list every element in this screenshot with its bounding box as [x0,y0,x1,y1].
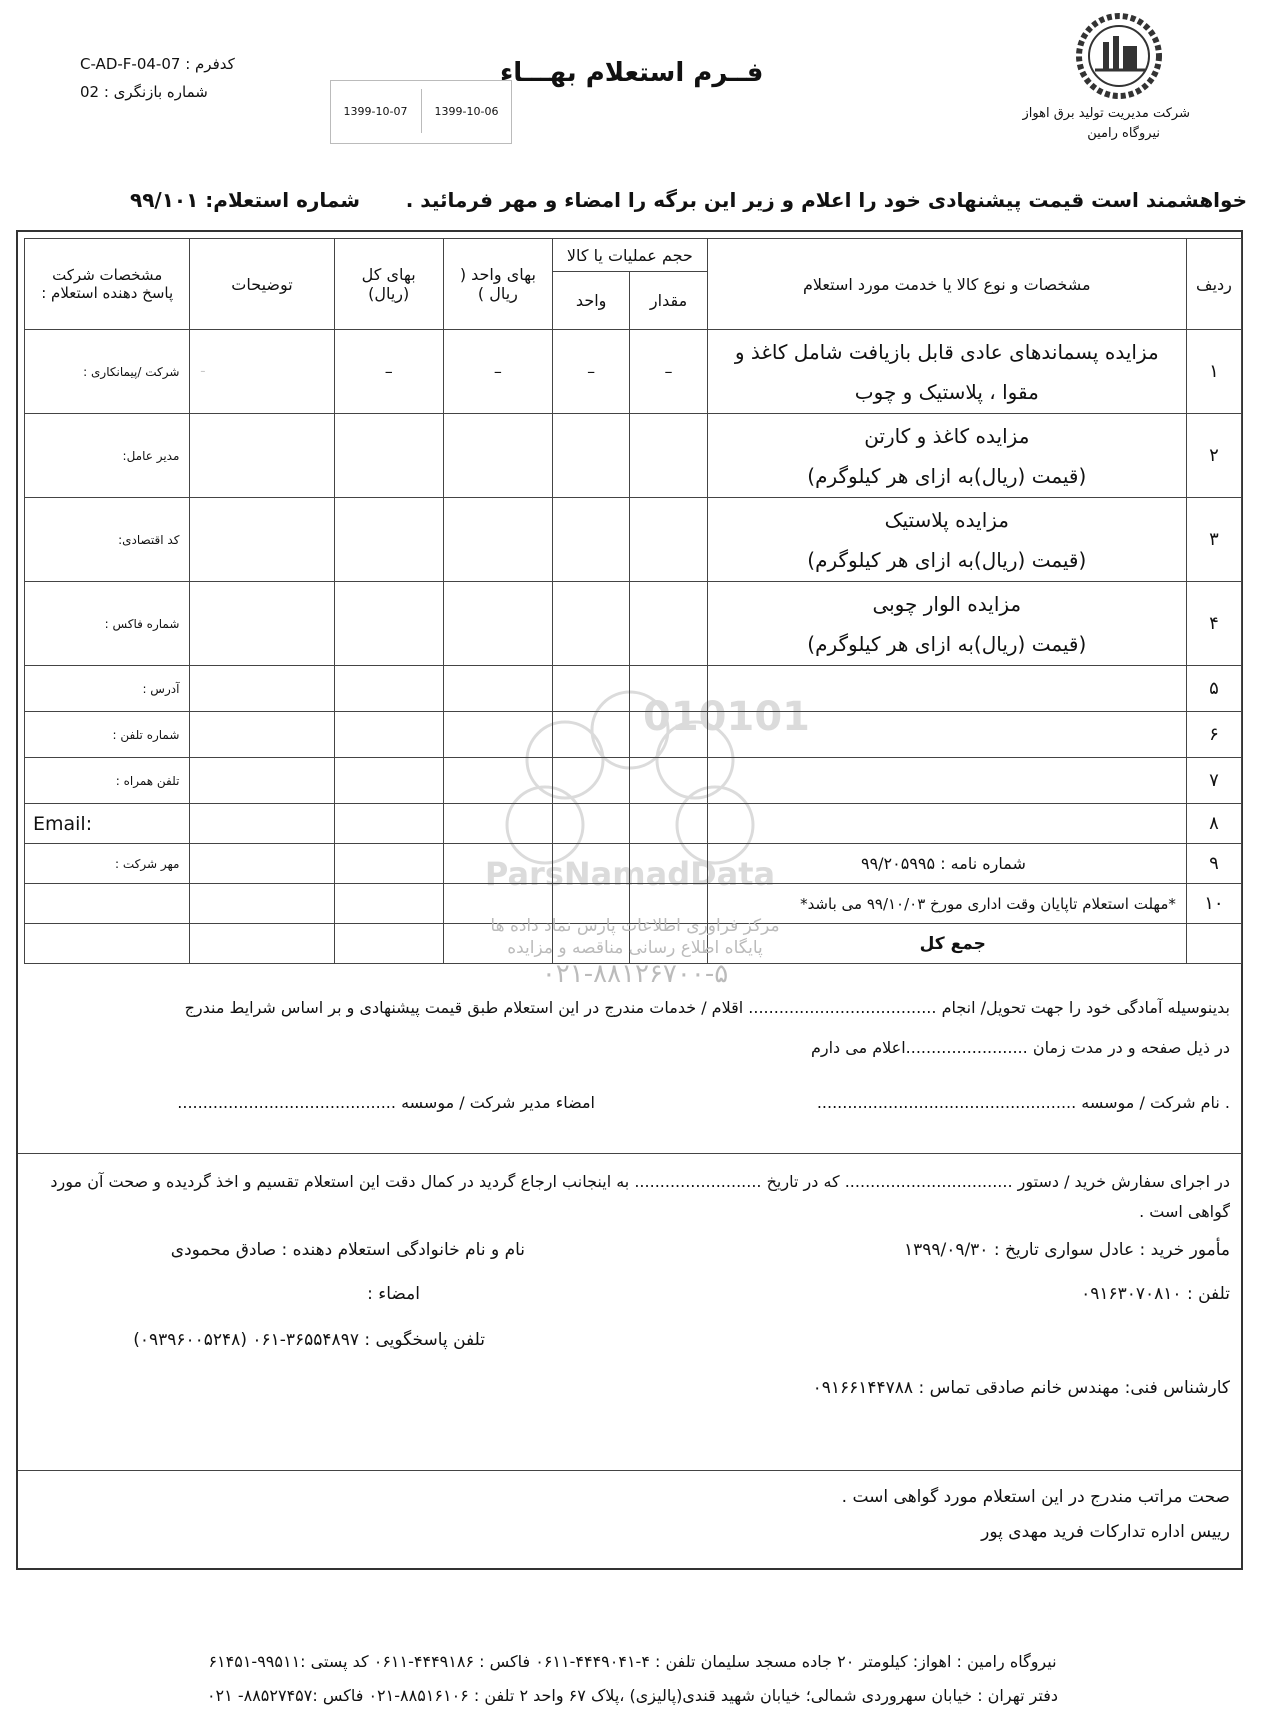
header-volume: حجم عملیات یا کالا [552,239,707,272]
header-company-specs: مشخصات شرکت پاسخ دهنده استعلام : [25,239,190,330]
table-row [25,330,1242,414]
row-description [707,712,1186,758]
inquirer-name: نام و نام خانوادگی استعلام دهنده : صادق محمودی [170,1240,525,1260]
row-description [707,758,1186,804]
total-price-cell[interactable] [334,498,443,582]
unit-cell[interactable]: – [552,330,629,414]
company-field-mobile: تلفن همراه : [25,758,190,804]
divider [18,1153,1242,1154]
row-description [707,804,1186,844]
row-number: ۱ [1186,330,1241,414]
row-desc-line2: (قیمت (ریال)به ازای هر کیلوگرم) [807,547,1087,572]
table-row [25,414,1242,498]
notes-cell[interactable] [190,758,334,804]
company-name: شرکت مدیریت تولید برق اهواز [1022,106,1190,121]
amount-cell[interactable] [630,844,707,884]
deadline-note: *مهلت استعلام تاپایان وقت اداری مورخ ۹۹/۱۰/۰۳ می باشد* [707,884,1186,924]
notes-cell[interactable] [190,804,334,844]
unit-cell[interactable] [552,844,629,884]
unit-cell[interactable] [552,414,629,498]
unit-price-cell[interactable] [443,844,552,884]
notes-cell[interactable]: – [190,330,334,414]
company-field-address: آدرس : [25,666,190,712]
row-desc-line2: مقوا ، پلاستیک و چوب [854,379,1039,404]
total-notes-cell[interactable] [190,924,334,964]
row-desc-line2: (قیمت (ریال)به ازای هر کیلوگرم) [807,631,1087,656]
table-row [25,498,1242,582]
declaration-company-name: . نام شرکت / موسسه ................................................... [816,1093,1230,1112]
certification-line1: در اجرای سفارش خرید / دستور ................................. که در تاریخ ......................... به اینجانب ارجاع گردید در کمال دقت این استعلام تقسیم و اخذ گردیده و صحت آن مورد [50,1172,1230,1191]
table-row [25,582,1242,666]
header-amount: مقدار [630,272,707,330]
unit-price-cell[interactable] [443,666,552,712]
notes-cell[interactable] [190,582,334,666]
date-cell-1: 1399-10-06 [421,89,511,133]
buyer-phone: تلفن : ۰۹۱۶۳۰۷۰۸۱۰ [1081,1284,1230,1304]
approval-line2: رییس اداره تدارکات فرید مهدی پور [981,1522,1230,1542]
total-sum-cell[interactable] [334,924,443,964]
company-field-economic-code: کد اقتصادی: [25,498,190,582]
row-number: ۳ [1186,498,1241,582]
total-price-cell[interactable] [334,712,443,758]
unit-price-cell[interactable] [443,414,552,498]
company-field-empty [25,884,190,924]
notes-cell[interactable] [190,498,334,582]
unit-price-cell[interactable] [443,498,552,582]
form-code: کدفرم : C-AD-F-04-07 [80,55,235,73]
total-price-cell[interactable] [334,758,443,804]
table-row [25,844,1242,884]
unit-cell[interactable] [552,758,629,804]
buyer: مأمور خرید : عادل سواری تاریخ : ۱۳۹۹/۰۹/۳۰ [903,1240,1230,1260]
amount-cell[interactable] [630,712,707,758]
watermark-caption-1: مرکز فراوری اطلاعات پارس نماد داده ها [490,916,780,936]
watermark-caption [450,915,820,989]
header-unit-price: بهای واحد ( ریال ) [443,239,552,330]
total-price-cell[interactable] [334,414,443,498]
divider [18,1470,1242,1471]
amount-cell[interactable] [630,666,707,712]
watermark-phone: ۰۲۱-۸۸۱۲۶۷۰۰-۵ [541,959,729,989]
total-price-cell[interactable]: – [334,330,443,414]
row-description [707,414,1186,498]
svg-text:010101: 010101 [643,694,810,740]
total-side-cell [25,924,190,964]
row-number: ۱۰ [1186,884,1241,924]
amount-cell[interactable]: – [630,330,707,414]
letter-number: شماره نامه : ۹۹/۲۰۵۹۹۵ [707,844,1186,884]
row-number: ۷ [1186,758,1241,804]
notes-cell[interactable] [190,884,334,924]
unit-price-cell[interactable] [443,582,552,666]
unit-price-cell[interactable] [443,804,552,844]
revision-number: شماره بازنگری : 02 [80,83,208,101]
certification-line2: گواهی است . [1139,1202,1230,1221]
request-text: خواهشمند است قیمت پیشنهادی خود را اعلام و زیر این برگه را امضاء و مهر فرمائید . [405,188,1247,212]
total-price-cell[interactable] [334,666,443,712]
total-price-cell[interactable] [334,582,443,666]
row-number: ۵ [1186,666,1241,712]
header-total-price: بهای کل (ریال) [334,239,443,330]
footer-address-plant: نیروگاه رامین : اهواز: کیلومتر ۲۰ جاده مسجد سلیمان تلفن : ۴-۴۴۴۹۰۴۱-۰۶۱۱ فاکس : ۴۴۴۹۱۸۶-۰۶۱۱ کد پستی :۹۹۵۱۱-۶۱۴۵۱ [208,1652,1057,1671]
unit-price-cell[interactable]: – [443,330,552,414]
row-number: ۴ [1186,582,1241,666]
amount-cell[interactable] [630,498,707,582]
unit-cell[interactable] [552,712,629,758]
unit-price-cell[interactable] [443,758,552,804]
unit-cell[interactable] [552,666,629,712]
plant-name: نیروگاه رامین [1087,126,1160,141]
notes-cell[interactable] [190,844,334,884]
footer-address-tehran: دفتر تهران : خیابان سهروردی شمالی؛ خیابان شهید قندی(پالیزی) ،پلاک ۶۷ واحد ۲ تلفن : ۸۸۵۱۶۱۰۶-۰۲۱ فاکس :۸۸۵۲۷۴۵۷- ۰۲۱ [206,1686,1059,1705]
answer-phone: تلفن پاسخگویی : ۳۶۵۵۴۸۹۷-۰۶۱ (۰۹۳۹۶۰۰۵۲۴۸) [133,1330,485,1350]
company-field-contractor: شرکت /پیمانکاری : [25,330,190,414]
header-unit: واحد [552,272,629,330]
row-number: ۲ [1186,414,1241,498]
table-row [25,666,1242,712]
row-description [707,582,1186,666]
inquiry-table [24,238,1242,964]
table-row [25,758,1242,804]
unit-cell[interactable] [552,582,629,666]
form-code-block [80,50,235,106]
date-box [330,80,512,144]
notes-cell[interactable] [190,712,334,758]
declaration-line2: در ذیل صفحه و در مدت زمان ........................اعلام می دارم [810,1038,1230,1057]
declaration-line1: بدینوسیله آمادگی خود را جهت تحویل/ انجام ..................................... اقلام / خدمات مندرج در این استعلام طبق قیمت پیشنهادی و بر اساس شرایط مندرج [184,998,1230,1017]
total-label: جمع کل [707,924,1186,964]
date-cell-2: 1399-10-07 [343,104,408,118]
row-desc-line1: مزایده پلاستیک [884,507,1010,532]
declaration-signature: امضاء مدیر شرکت / موسسه ........................................... [177,1093,595,1112]
header-row-number: ردیف [1186,239,1241,330]
form-title: فــرم استعلام بهـــاء [500,58,764,88]
svg-text:ParsNamadData: ParsNamadData [484,855,776,893]
row-desc-line1: مزایده پسماندهای عادی قابل بازیافت شامل کاغذ و [734,339,1159,364]
row-description [707,330,1186,414]
inquiry-number: شماره استعلام: ۹۹/۱۰۱ [130,188,360,212]
row-description [707,666,1186,712]
company-field-ceo: مدیر عامل: [25,414,190,498]
amount-cell[interactable] [630,414,707,498]
unit-price-cell[interactable] [443,712,552,758]
table-row [25,804,1242,844]
watermark-caption-2: پایگاه اطلاع رسانی مناقصه و مزایده [507,938,763,958]
company-field-stamp: مهر شرکت : [25,844,190,884]
amount-cell[interactable] [630,804,707,844]
total-price-cell[interactable] [334,884,443,924]
total-price-cell[interactable] [334,844,443,884]
company-field-phone: شماره تلفن : [25,712,190,758]
row-description [707,498,1186,582]
total-row-number [1186,924,1241,964]
row-number: ۸ [1186,804,1241,844]
company-block [1022,104,1190,144]
unit-cell[interactable] [552,498,629,582]
inquirer-signature: امضاء : [367,1284,420,1304]
amount-cell[interactable] [630,758,707,804]
row-desc-line1: مزایده کاغذ و کارتن [864,423,1030,448]
row-number: ۶ [1186,712,1241,758]
technical-expert: کارشناس فنی: مهندس خانم صادقی تماس : ۰۹۱۶۶۱۴۴۷۸۸ [812,1378,1230,1398]
total-price-cell[interactable] [334,804,443,844]
notes-cell[interactable] [190,414,334,498]
company-field-fax: شماره فاکس : [25,582,190,666]
approval-line1: صحت مراتب مندرج در این استعلام مورد گواهی است . [841,1487,1230,1507]
amount-cell[interactable] [630,582,707,666]
notes-cell[interactable] [190,666,334,712]
row-desc-line2: (قیمت (ریال)به ازای هر کیلوگرم) [807,463,1087,488]
company-field-email: Email: [25,804,190,844]
table-row [25,712,1242,758]
header-notes: توضیحات [190,239,334,330]
company-logo [1065,12,1173,100]
row-number: ۹ [1186,844,1241,884]
row-desc-line1: مزایده الوار چوبی [872,591,1022,616]
header-specs: مشخصات و نوع کالا یا خدمت مورد استعلام [707,239,1186,330]
unit-cell[interactable] [552,804,629,844]
